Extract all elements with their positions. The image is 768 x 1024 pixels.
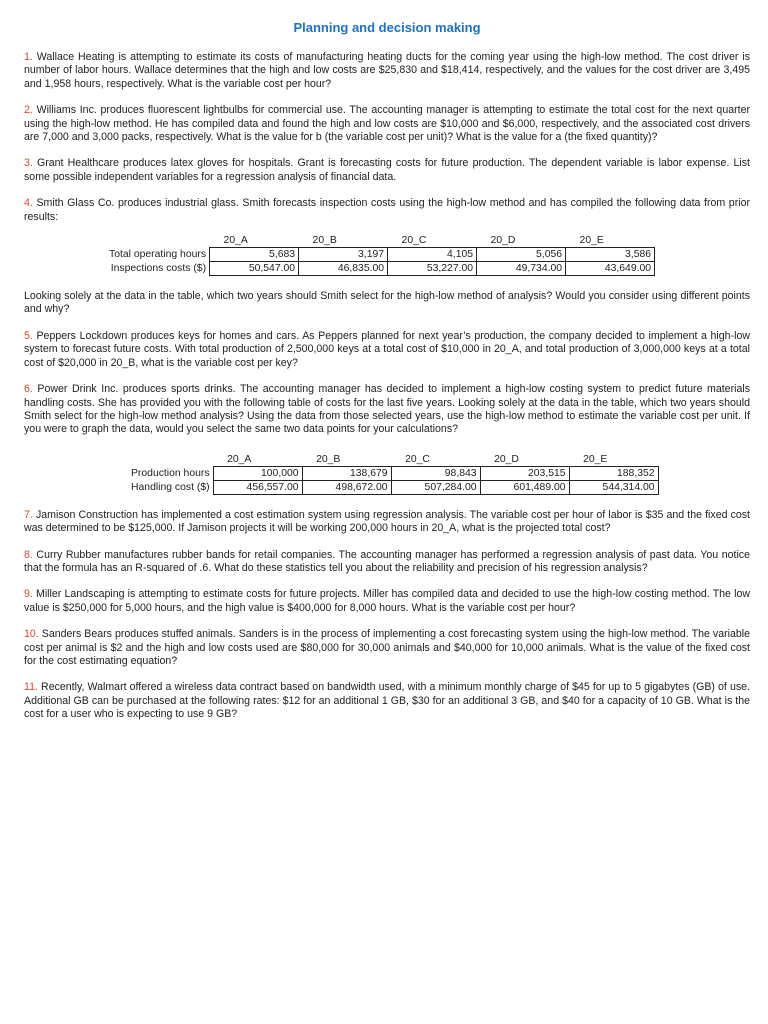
question-text: Smith Glass Co. produces industrial glass. Smith forecasts inspection costs using the high-low method and has compiled the following data from prior results: (24, 197, 751, 223)
table-header-row (106, 234, 655, 248)
question-text: Grant Healthcare produces latex gloves for hospitals. Grant is forecasting costs for future production. The dependent variable is labor expense. List some possible independent variables for a regression analysis of financial data. (24, 157, 750, 183)
question-text: Looking solely at the data in the table, which two years should Smith select for the high-low method of analysis? Would you consider using different points and why? (24, 290, 750, 316)
question-number: 6. (24, 383, 33, 396)
question-1 (24, 51, 750, 91)
table-cell: 3,197 (299, 248, 388, 262)
question-number: 9. (24, 588, 33, 601)
document-page (24, 20, 750, 735)
column-header: 20_D (490, 235, 516, 247)
question-number: 1. (24, 51, 33, 63)
question-7 (24, 509, 750, 536)
table-cell: 50,547.00 (210, 262, 299, 276)
table-row (106, 262, 655, 276)
table-cell: 4,105 (388, 248, 477, 262)
question-number: 3. (24, 157, 33, 170)
column-header: 20_C (401, 235, 427, 247)
question-5 (24, 330, 750, 370)
question-text: Power Drink Inc. produces sports drinks. The accounting manager has decided to implement a high-low costing system to predict future materials handling costs. She has provided you with the following table of costs for the last five years. Looking solely at the data in the table, which two years should Smith select for the high-low method analysis? Using the data from those selected years, use the high-low method to estimate the variable cost per unit. If you were to graph the data, would you select the same two data points for your calculations? (24, 383, 751, 436)
table-cell: 138,679 (302, 466, 391, 480)
question-6 (24, 383, 750, 437)
question-text: Sanders Bears produces stuffed animals. Sanders is in the process of implementing a cost forecasting system using the high-low method. The variable cost per animal is $2 and the high and low costs used are $80,000 for 30,000 animals and $40,000 for 10,000 animals. What is the value of the fixed cost for the cost estimating equation? (24, 628, 750, 667)
column-header: 20_B (316, 453, 341, 465)
question-3 (24, 157, 750, 184)
table-cell: 5,056 (477, 248, 566, 262)
table-cell: 601,489.00 (480, 480, 569, 494)
question-text: Jamison Construction has implemented a cost estimation system using regression analysis. The variable cost per hour of labor is $35 and the fixed cost was determined to be $125,000. If Jamison projects it will be working 200,000 hours in 20_A, what is the projected total cost? (24, 508, 751, 535)
column-header: 20_E (579, 235, 604, 247)
column-header: 20_B (312, 235, 337, 247)
table-cell: 98,843 (391, 466, 480, 480)
question-number: 10. (24, 628, 39, 641)
question-4 (24, 197, 750, 224)
column-header: 20_A (223, 235, 248, 247)
question-number: 8. (24, 548, 33, 561)
table-cell: 43,649.00 (566, 262, 655, 276)
question-text: Recently, Walmart offered a wireless data contract based on bandwidth used, with a minimum monthly charge of $45 for up to 5 gigabytes (GB) of use. Additional GB can be purchased at the following rates: $12 for an additional 1 GB, $30 for an additional 3 GB, and $40 for a capacity of 10 GB. What is the cost for a user who is expecting to use 9 GB? (24, 681, 750, 721)
table-cell: 49,734.00 (477, 262, 566, 276)
table-cell: 5,683 (210, 248, 299, 262)
table-header-row (128, 453, 658, 467)
column-header: 20_C (405, 453, 430, 465)
table-row (106, 248, 655, 262)
row-label: Inspections costs ($) (106, 262, 210, 276)
question-number: 2. (24, 104, 33, 117)
question-text: Curry Rubber manufactures rubber bands for retail companies. The accounting manager has performed a regression analysis of past data. You notice that the formula has an R-squared of .6. What do these statistics tell you about the reliability and precision of his regression analysis? (24, 548, 750, 574)
question-2 (24, 104, 750, 144)
column-header: 20_A (227, 453, 252, 465)
question-11 (24, 681, 750, 721)
table-cell: 456,557.00 (213, 480, 302, 494)
question-number: 7. (24, 508, 33, 521)
table-row (128, 480, 658, 494)
page-title: Planning and decision making (293, 20, 481, 35)
table-cell: 544,314.00 (569, 480, 658, 494)
question-text: Miller Landscaping is attempting to estimate costs for future projects. Miller has compiled data and decided to use the high-low costing method. The low value is $250,000 for 5,000 hours, and the high value is $400,000 for 8,000 hours. What is the variable cost per hour? (24, 588, 750, 614)
inspection-cost-table (106, 234, 655, 276)
row-label: Handling cost ($) (128, 480, 213, 494)
table-cell: 100,000 (213, 466, 302, 480)
table-cell: 3,586 (566, 248, 655, 262)
question-number: 11. (24, 681, 38, 694)
table-cell: 188,352 (569, 466, 658, 480)
question-4-followup (24, 290, 750, 317)
question-9 (24, 588, 750, 615)
table-cell: 507,284.00 (391, 480, 480, 494)
table-cell: 203,515 (480, 466, 569, 480)
handling-cost-table (128, 453, 659, 495)
question-10 (24, 628, 750, 668)
table-row (128, 466, 658, 480)
question-8 (24, 549, 750, 576)
question-text: Wallace Heating is attempting to estimate its costs of manufacturing heating ducts for the coming year using the high-low method. The cost driver is number of labor hours. Wallace determines that the high and low costs are $25,830 and $18,414, respectively, and the values for the cost driver are 3,495 and 1,958 hours, respectively. What is the variable cost per hour? (24, 51, 750, 90)
column-header: 20_E (583, 453, 608, 465)
table-cell: 498,672.00 (302, 480, 391, 494)
row-label: Total operating hours (106, 248, 210, 262)
question-number: 4. (24, 197, 33, 210)
question-number: 5. (24, 329, 33, 342)
row-label: Production hours (128, 466, 213, 480)
table-cell: 46,835.00 (299, 262, 388, 276)
column-header: 20_D (494, 453, 519, 465)
table-cell: 53,227.00 (388, 262, 477, 276)
question-text: Williams Inc. produces fluorescent lightbulbs for commercial use. The accounting manager is attempting to estimate the total cost for the next quarter using the high-low method. He has compiled data and found the high and low costs are $10,000 and $6,000, respectively, and the associated cost drivers are 7,000 and 3,000 packs, respectively. What is the value for b (the variable cost per unit)? What is the value for a (the fixed quantity)? (24, 104, 750, 144)
question-text: Peppers Lockdown produces keys for homes and cars. As Peppers planned for next year’s production, the company decided to implement a high-low system to forecast future costs. With total production of 2,500,000 keys at a total cost of $10,000 in 20_A, and total production of 3,000,000 keys at a total cost of $20,000 in 20_B, what is the variable cost per key? (24, 329, 750, 369)
